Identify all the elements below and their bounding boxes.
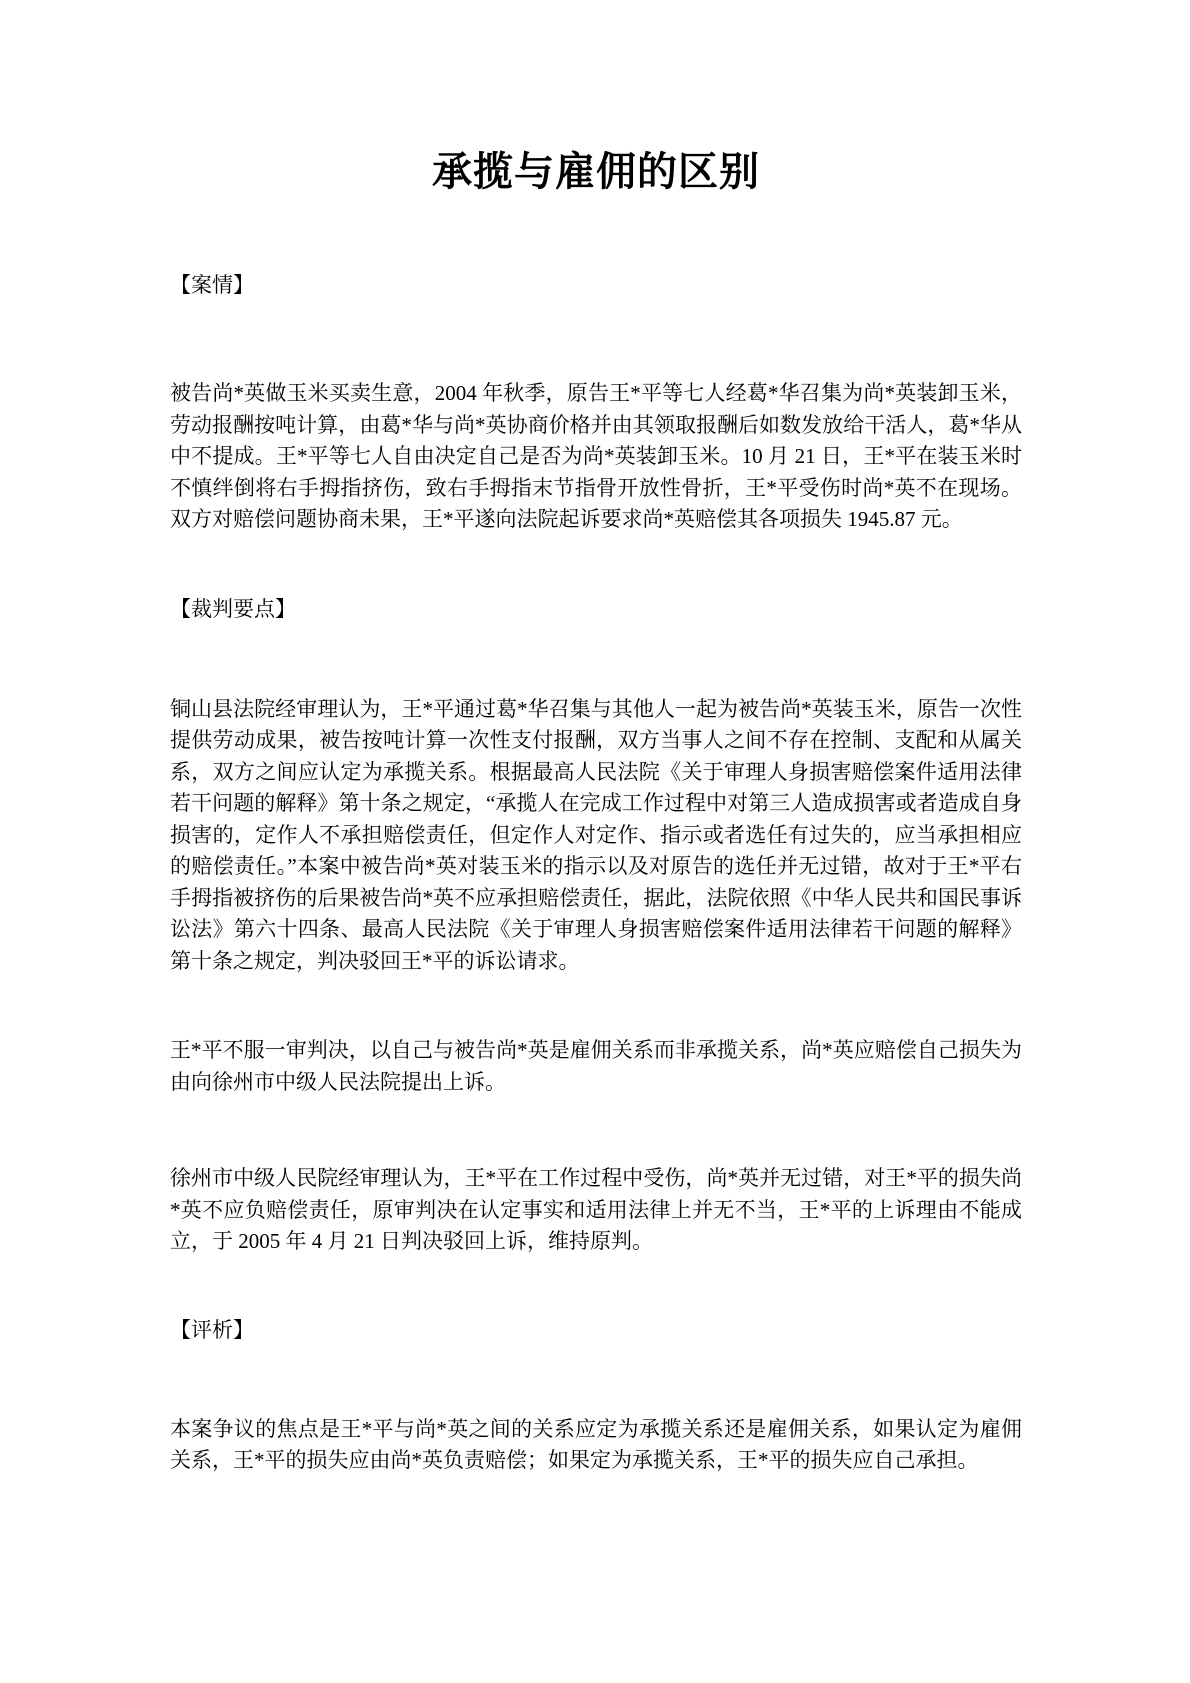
paragraph-analysis: 本案争议的焦点是王*平与尚*英之间的关系应定为承揽关系还是雇佣关系，如果认定为雇佣关系，王*平的损失应由尚*英负责赔偿；如果定为承揽关系，王*平的损失应自己承担。 — [170, 1416, 1022, 1472]
paragraph-holding-first-instance: 铜山县法院经审理认为，王*平通过葛*华召集与其他人一起为被告尚*英装玉米，原告一次性提供劳动成果，被告按吨计算一次性支付报酬，双方当事人之间不存在控制、支配和从属关系，双方之间应认定为承揽关系。根据最高人民法院《关于审理人身损害赔偿案件适用法律若干问题的解释》第十条之规定，“承揽人在完成工作过程中对第三人造成损害或者造成自身损害的，定作人不承担赔偿责任，但定作人对定作、指示或者选任有过失的，应当承担相应的赔偿责任。”本案中被告尚*英对装玉米的指示以及对原告的选任并无过错，故对于王*平右手拇指被挤伤的后果被告尚*英不应承担赔偿责任，据此，法院依照《中华人民共和国民事诉讼法》第六十四条、最高人民法院《关于审理人身损害赔偿案件适用法律若干问题的解释》第十条之规定，判决驳回王*平的诉讼请求。 — [170, 696, 1022, 973]
document-title: 承揽与雇佣的区别 — [432, 149, 760, 194]
section-holding — [170, 596, 1022, 1258]
section-heading-analysis: 【评析】 — [170, 1317, 254, 1342]
section-heading-case-facts: 【案情】 — [170, 273, 254, 297]
section-analysis — [170, 1317, 1022, 1477]
paragraph-holding-appeal-judgment: 徐州市中级人民院经审理认为，王*平在工作过程中受伤，尚*英并无过错，对王*平的损失尚*英不应负赔偿责任，原审判决在认定事实和适用法律上并无不当，王*平的上诉理由不能成立，于 2005 年 4 月 21 日判决驳回上诉，维持原判。 — [170, 1166, 1022, 1253]
section-case-facts — [170, 272, 1022, 536]
paragraph-case-facts: 被告尚*英做玉米买卖生意，2004 年秋季，原告王*平等七人经葛*华召集为尚*英装卸玉米，劳动报酬按吨计算，由葛*华与尚*英协商价格并由其领取报酬后如数发放给干活人，葛*华从中不提成。王*平等七人自由决定自己是否为尚*英装卸玉米。10 月 21 日，王*平在装玉米时不慎绊倒将右手拇指挤伤，致右手拇指末节指骨开放性骨折，王*平受伤时尚*英不在现场。双方对赔偿问题协商未果，王*平遂向法院起诉要求尚*英赔偿其各项损失 1945.87 元。 — [170, 381, 1022, 531]
paragraph-holding-appeal-filing: 王*平不服一审判决，以自己与被告尚*英是雇佣关系而非承揽关系，尚*英应赔偿自己损失为由向徐州市中级人民法院提出上诉。 — [170, 1038, 1022, 1094]
section-heading-holding: 【裁判要点】 — [170, 596, 296, 621]
